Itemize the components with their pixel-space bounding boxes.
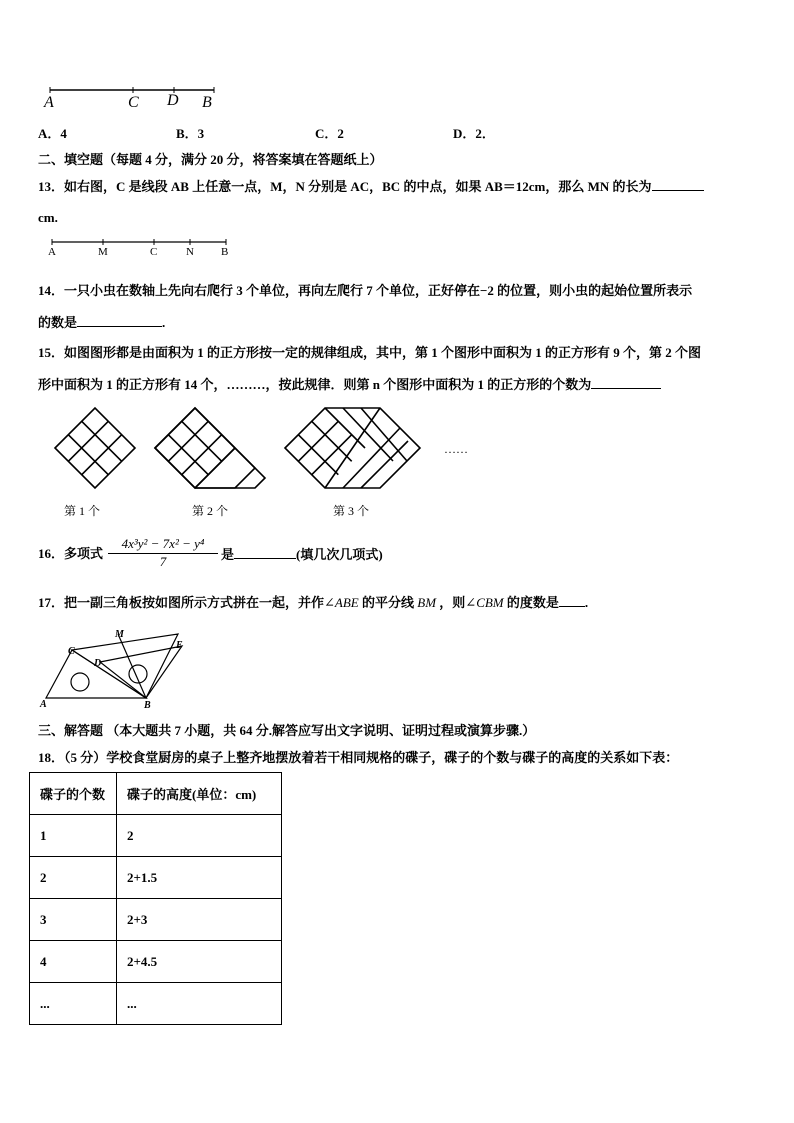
q18-text: 18．（5 分）学校食堂厨房的桌子上整齐地摆放着若干相同规格的碟子，碟子的个数与碟子的高度的关系如下表： xyxy=(38,750,679,765)
q17-end: . xyxy=(584,595,589,610)
table-cell: 2+4.5 xyxy=(117,941,282,983)
q17-text-d: 的度数是 xyxy=(503,595,559,610)
q17-text-a: 17．把一副三角板按如图所示方式拼在一起，并作 xyxy=(38,595,325,610)
q12-option-c: C．2 xyxy=(315,126,344,141)
q16-numerator: 4x³y² − 7x² − y⁴ xyxy=(121,536,205,551)
table-header-height: 碟子的高度(单位：cm) xyxy=(117,773,282,815)
table-row xyxy=(30,899,282,941)
q12-point-a: A xyxy=(44,94,54,111)
q15-caption-3: 第 3 个 xyxy=(333,504,370,518)
table-row xyxy=(30,815,282,857)
q17-label-e: E xyxy=(176,640,183,651)
table-cell: 2+3 xyxy=(117,899,282,941)
q12-option-d: D．2． xyxy=(453,126,495,141)
q17-label-d: D xyxy=(94,658,102,669)
q18-table xyxy=(29,772,282,1025)
q12-point-b: B xyxy=(202,94,212,111)
q15-figure-1 xyxy=(55,408,135,488)
q15-ellipsis: …… xyxy=(444,442,468,456)
q13-point-m: M xyxy=(98,246,108,258)
q17-answer-blank[interactable] xyxy=(559,594,585,607)
q15-line2 xyxy=(38,376,661,393)
table-cell: 4 xyxy=(30,941,117,983)
table-cell: ... xyxy=(30,983,117,1025)
q13-text2: cm. xyxy=(38,210,58,225)
q16-denominator: 7 xyxy=(159,554,167,569)
q14-answer-blank[interactable] xyxy=(77,314,162,327)
table-cell: 2+1.5 xyxy=(117,857,282,899)
table-cell: 1 xyxy=(30,815,117,857)
q13-point-c: C xyxy=(150,246,158,258)
q17-bm: BM xyxy=(417,595,437,610)
section3-header: 三、解答题 （本大题共 7 小题，共 64 分.解答应写出文字说明、证明过程或演算步骤.） xyxy=(38,723,536,738)
q16-suffix: 是 xyxy=(221,547,235,562)
table-row xyxy=(30,941,282,983)
q17-label-a: A xyxy=(40,699,47,710)
q13-point-b: B xyxy=(221,246,229,258)
q13-text1: 13．如右图，C 是线段 AB 上任意一点，M，N 分别是 AC，BC 的中点，如果 AB＝12cm，那么 MN 的长为 xyxy=(38,179,652,194)
q14-text1: 14．一只小虫在数轴上先向右爬行 3 个单位，再向左爬行 7 个单位，正好停在−2 的位置，则小虫的起始位置所表示 xyxy=(38,283,693,298)
q16-tail: (填几次几项式) xyxy=(296,547,383,562)
q17-angle-abe: ∠ABE xyxy=(324,595,359,610)
table-header-row xyxy=(30,773,282,815)
table-cell: ... xyxy=(117,983,282,1025)
q17-line xyxy=(38,594,588,611)
q12-option-a: A．4 xyxy=(38,126,67,141)
q17-text-b: 的平分线 xyxy=(358,595,414,610)
q15-caption-1: 第 1 个 xyxy=(64,504,101,518)
table-cell: 3 xyxy=(30,899,117,941)
table-header-count: 碟子的个数 xyxy=(30,773,117,815)
q15-caption-2: 第 2 个 xyxy=(192,504,229,518)
q17-label-b: B xyxy=(144,700,151,711)
q13-answer-blank[interactable] xyxy=(652,178,704,191)
q14-end: . xyxy=(162,315,166,330)
q17-text-c: ，则 xyxy=(439,595,466,610)
table-row xyxy=(30,857,282,899)
q14-text2: 的数是 xyxy=(38,315,78,330)
table-cell: 2 xyxy=(30,857,117,899)
table-row xyxy=(30,983,282,1025)
q16-line-tail xyxy=(221,546,383,563)
q15-figure-3 xyxy=(285,408,420,488)
q15-answer-blank[interactable] xyxy=(591,376,661,389)
q13-line1 xyxy=(38,178,704,195)
q14-line2 xyxy=(38,314,165,331)
q17-angle-cbm: ∠CBM xyxy=(465,595,504,610)
q13-point-n: N xyxy=(186,246,194,258)
section2-header: 二、填空题（每题 4 分，满分 20 分，将答案填在答题纸上） xyxy=(38,152,383,167)
q13-point-a: A xyxy=(48,246,56,258)
q16-answer-blank[interactable] xyxy=(234,546,296,559)
q12-point-d: D xyxy=(167,92,179,109)
q15-pattern-figures xyxy=(50,406,470,498)
q12-point-c: C xyxy=(128,94,139,111)
q12-option-b: B．3 xyxy=(176,126,205,141)
q15-text1: 15．如图图形都是由面积为 1 的正方形按一定的规律组成，其中，第 1 个图形中面积为 1 的正方形有 9 个，第 2 个图 xyxy=(38,345,702,360)
q17-label-c: C xyxy=(68,646,75,657)
q15-figure-2 xyxy=(155,408,265,488)
q15-text2: 形中面积为 1 的正方形有 14 个，………，按此规律．则第 n 个图形中面积为 1 的正方形的个数为 xyxy=(38,377,592,392)
q16-fraction xyxy=(106,536,220,570)
q17-label-m: M xyxy=(115,629,124,640)
q13-segment-svg xyxy=(44,236,234,250)
table-cell: 2 xyxy=(117,815,282,857)
q16-prefix: 16．多项式 xyxy=(38,546,104,561)
